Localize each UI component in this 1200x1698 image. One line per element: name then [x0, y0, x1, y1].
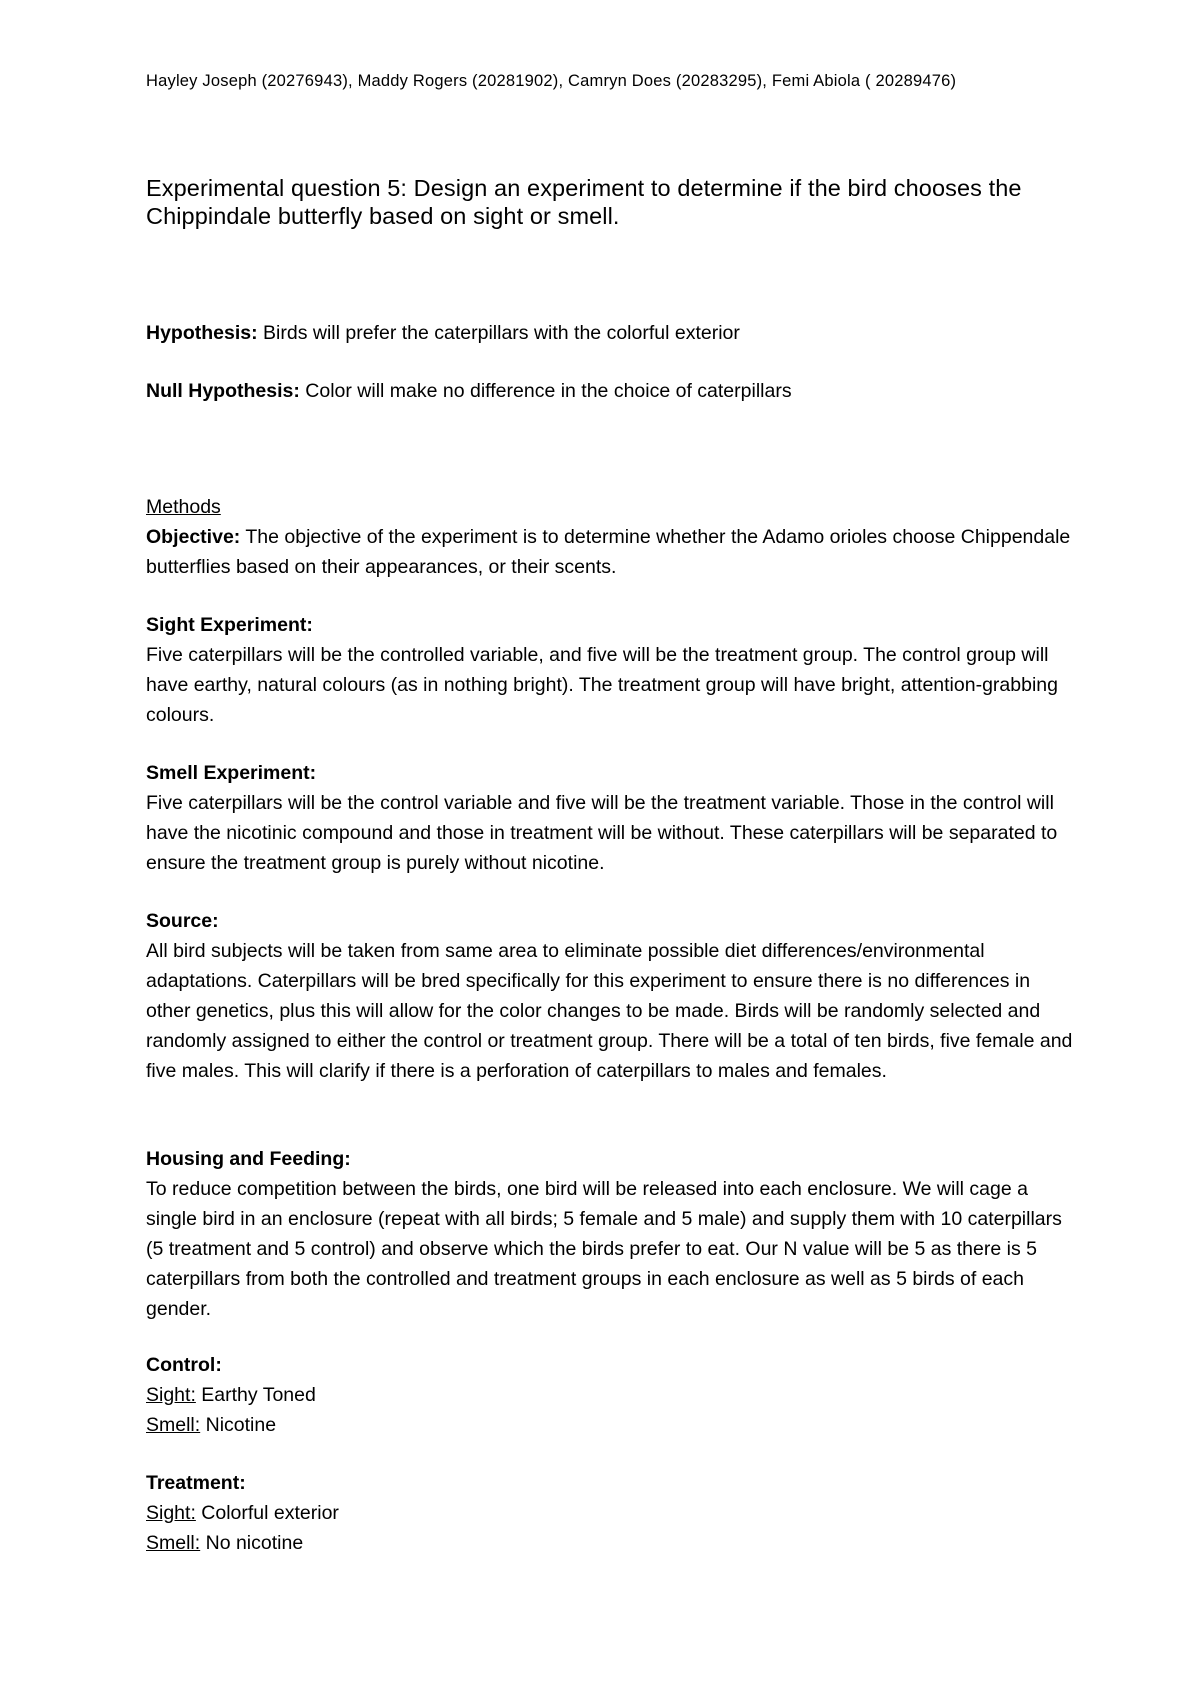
smell-experiment-section — [146, 758, 1076, 878]
control-sight-line — [146, 1380, 1076, 1410]
null-hypothesis-block — [146, 376, 1076, 406]
control-smell-line — [146, 1410, 1076, 1440]
source-text: All bird subjects will be taken from same area to eliminate possible diet differences/environmental adaptations. Caterpillars will be bred specifically for this experiment to ensure there is no differences in other genetics, plus this will allow for the color changes to be made. Birds will be randomly selected and randomly assigned to either the control or treatment group. There will be a total of ten birds, five female and five males. This will clarify if there is a perforation of caterpillars to males and females. — [146, 940, 1073, 1082]
sight-experiment-section — [146, 610, 1076, 730]
hypothesis-block — [146, 318, 1076, 348]
control-smell-label: Smell: — [146, 1414, 201, 1436]
treatment-section — [146, 1468, 1076, 1558]
housing-text: To reduce competition between the birds, one bird will be released into each enclosure. We will cage a single bird in an enclosure (repeat with all birds; 5 female and 5 male) and supply them with 10 caterpillars (5 treatment and 5 control) and observe which the birds prefer to eat. Our N value will be 5 as there is 5 caterpillars from both the controlled and treatment groups in each enclosure as well as 5 birds of each gender. — [146, 1178, 1062, 1320]
treatment-smell-line — [146, 1528, 1076, 1558]
null-hypothesis-label: Null Hypothesis: — [146, 380, 300, 402]
objective-label: Objective: — [146, 526, 241, 548]
control-section — [146, 1350, 1076, 1440]
smell-experiment-heading: Smell Experiment: — [146, 762, 317, 784]
treatment-sight-label: Sight: — [146, 1502, 196, 1524]
sight-experiment-text: Five caterpillars will be the controlled variable, and five will be the treatment group. The control group will have earthy, natural colours (as in nothing bright). The treatment group will have bright, attention-grabbing colours. — [146, 644, 1058, 726]
hypothesis-text: Birds will prefer the caterpillars with the colorful exterior — [257, 322, 740, 344]
hypothesis-line — [146, 318, 1076, 348]
control-sight-value: Earthy Toned — [195, 1384, 316, 1406]
treatment-smell-label: Smell: — [146, 1532, 201, 1554]
control-heading: Control: — [146, 1354, 222, 1376]
control-smell-value: Nicotine — [200, 1414, 277, 1436]
source-section — [146, 906, 1076, 1086]
housing-heading: Housing and Feeding: — [146, 1148, 351, 1170]
null-hypothesis-line — [146, 376, 1076, 406]
treatment-smell-value: No nicotine — [200, 1532, 304, 1554]
housing-section — [146, 1144, 1076, 1324]
objective-paragraph — [146, 522, 1076, 582]
experiment-title: Experimental question 5: Design an experiment to determine if the bird chooses the Chippindale butterfly based on sight or smell. — [146, 175, 1022, 229]
methods-section — [146, 492, 1076, 582]
methods-heading: Methods — [146, 496, 221, 518]
source-heading: Source: — [146, 910, 219, 932]
smell-experiment-text: Five caterpillars will be the control variable and five will be the treatment variable. Those in the control will have the nicotinic compound and those in treatment will be without. These caterpillars will be separated to ensure the treatment group is purely without nicotine. — [146, 792, 1058, 874]
hypothesis-label: Hypothesis: — [146, 322, 258, 344]
sight-experiment-heading: Sight Experiment: — [146, 614, 313, 636]
objective-text: The objective of the experiment is to determine whether the Adamo orioles choose Chippendale butterflies based on their appearances, or their scents. — [146, 526, 1071, 578]
author-header: Hayley Joseph (20276943), Maddy Rogers (20281902), Camryn Does (20283295), Femi Abiola ( 20289476) — [146, 72, 957, 90]
treatment-sight-line — [146, 1498, 1076, 1528]
treatment-heading: Treatment: — [146, 1472, 246, 1494]
control-sight-label: Sight: — [146, 1384, 196, 1406]
treatment-sight-value: Colorful exterior — [195, 1502, 339, 1524]
null-hypothesis-text: Color will make no difference in the choice of caterpillars — [299, 380, 792, 402]
